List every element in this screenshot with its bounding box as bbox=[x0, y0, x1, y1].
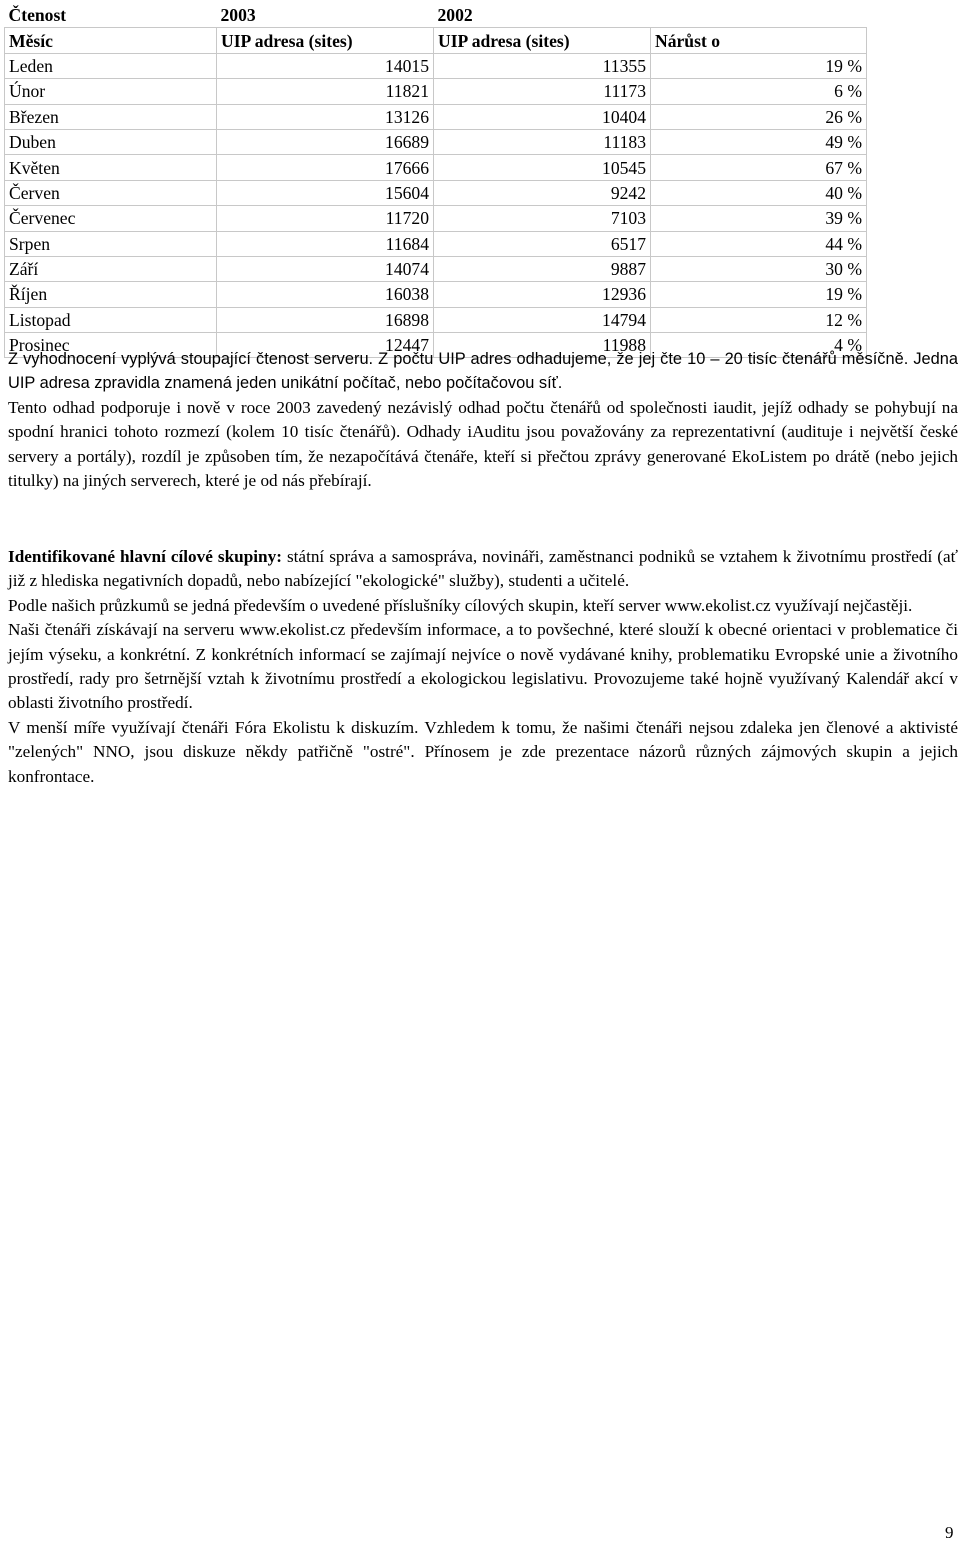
readers-info-text: Naši čtenáři získávají na serveru www.ekolist.cz především informace, a to povšechné, které slouží k obecné orientaci v problematice či jejím výseku, a konkrétní. Z konkrétních informací se zajímají nejvíce o nově vydávané knihy, problematiku Evropské unie a životního prostředí, rady pro šetrnější vztah k životnímu prostředí a ekologickou legislativu. Provozujeme také hojně využívaný Kalendář akcí v oblasti životního prostředí. bbox=[8, 620, 958, 713]
table-cell: Březen bbox=[5, 104, 217, 129]
table-cell: 6517 bbox=[434, 231, 651, 256]
table-cell: 9242 bbox=[434, 180, 651, 205]
table-cell: 44 % bbox=[651, 231, 867, 256]
survey-text: Podle našich průzkumů se jedná především o uvedené příslušníky cílových skupin, kteří server www.ekolist.cz využívají nejčastěji. bbox=[8, 595, 913, 615]
readership-table bbox=[4, 3, 867, 358]
table-cell: 10404 bbox=[434, 104, 651, 129]
evaluation-paragraph bbox=[8, 347, 958, 493]
table-row bbox=[5, 231, 867, 256]
table-cell: 26 % bbox=[651, 104, 867, 129]
table-cell: 12447 bbox=[217, 333, 434, 358]
table-cell: 11821 bbox=[217, 79, 434, 104]
table-title-row bbox=[5, 3, 867, 28]
table-cell: 6 % bbox=[651, 79, 867, 104]
table-cell: 12936 bbox=[434, 282, 651, 307]
evaluation-text: Z vyhodnocení vyplývá stoupající čtenost serveru. Z počtu UIP adres odhadujeme, že jej čte 10 – 20 tisíc čtenářů měsíčně. Jedna UIP adresa zpravidla znamená jeden unikátní počítač, nebo počítačovou síť. bbox=[8, 350, 958, 393]
table-cell: Říjen bbox=[5, 282, 217, 307]
table-cell: 40 % bbox=[651, 180, 867, 205]
forum-text: V menší míře využívají čtenáři Fóra Ekolistu k diskuzím. Vzhledem k tomu, že našimi čtenáři nejsou zdaleka jen členové a aktivisté "zelených" NNO, jsou diskuze někdy patřičně "ostré". Přínosem je zde prezentace názorů různých zájmových skupin a jejich konfrontace. bbox=[8, 717, 958, 786]
table-cell: 2002 bbox=[437, 5, 473, 26]
table-row bbox=[5, 79, 867, 104]
table-cell: 30 % bbox=[651, 256, 867, 281]
table-cell: Leden bbox=[5, 53, 217, 78]
table-cell: 16898 bbox=[217, 307, 434, 332]
table-cell: 19 % bbox=[651, 282, 867, 307]
table-cell: 2003 bbox=[220, 5, 256, 26]
table-row bbox=[5, 53, 867, 78]
table-cell: 49 % bbox=[651, 129, 867, 154]
table-row bbox=[5, 307, 867, 332]
table-cell: 16038 bbox=[217, 282, 434, 307]
table-cell: Srpen bbox=[5, 231, 217, 256]
table-cell: 11355 bbox=[434, 53, 651, 78]
table-cell: Květen bbox=[5, 155, 217, 180]
table-cell: Červenec bbox=[5, 206, 217, 231]
table-cell: 14794 bbox=[434, 307, 651, 332]
table-cell: 39 % bbox=[651, 206, 867, 231]
table-cell: Únor bbox=[5, 79, 217, 104]
table-cell: 67 % bbox=[651, 155, 867, 180]
table-cell: 15604 bbox=[217, 180, 434, 205]
table-cell: Červen bbox=[5, 180, 217, 205]
table-cell: Září bbox=[5, 256, 217, 281]
table-header-row bbox=[5, 28, 867, 53]
table-cell: 11988 bbox=[434, 333, 651, 358]
table-cell: 19 % bbox=[651, 53, 867, 78]
iaudit-text-2: Odhady iAuditu jsou považovány za reprezentativní (audituje i největší české servery a portály), rozdíl je způsoben tím, že nezapočítává čtenáře, kteří si přečtou zprávy generované EkoListem po drátě (nebo jejich titulky) na jiných serverech, které je od nás přebírají. bbox=[8, 422, 958, 491]
table-row bbox=[5, 256, 867, 281]
table-cell: 11720 bbox=[217, 206, 434, 231]
iaudit-text: Tento odhad podporuje i nově v roce 2003 zavedený nezávislý odhad počtu čtenářů od společnosti iaudit, jejíž odhady se pohybují na spodní hranici tohoto rozmezí (kolem 10 tisíc čtenářů). bbox=[8, 397, 958, 442]
table-row bbox=[5, 206, 867, 231]
target-groups-text: státní správa a samospráva, novináři, zaměstnanci podniků se vztahem k životnímu prostředí (ať již z hlediska negativních dopadů, nebo nabízející "ekologické" služby), studenti a učitelé. bbox=[8, 547, 958, 591]
table-cell: Měsíc bbox=[5, 28, 217, 53]
table-cell: 16689 bbox=[217, 129, 434, 154]
table-row bbox=[5, 129, 867, 154]
table-cell: 11684 bbox=[217, 231, 434, 256]
table-cell: 14015 bbox=[217, 53, 434, 78]
table-cell: Listopad bbox=[5, 307, 217, 332]
table-cell: Prosinec bbox=[5, 333, 217, 358]
table-cell: Čtenost bbox=[8, 5, 67, 26]
table-cell: 14074 bbox=[217, 256, 434, 281]
table-cell: 10545 bbox=[434, 155, 651, 180]
table-cell: Duben bbox=[5, 129, 217, 154]
table-row bbox=[5, 104, 867, 129]
page-number: 9 bbox=[945, 1523, 954, 1542]
table-row bbox=[5, 180, 867, 205]
target-groups-heading: Identifikované hlavní cílové skupiny: bbox=[8, 547, 282, 566]
table-cell: 12 % bbox=[651, 307, 867, 332]
table-cell: UIP adresa (sites) bbox=[217, 28, 434, 53]
table-row bbox=[5, 155, 867, 180]
table-cell: 13126 bbox=[217, 104, 434, 129]
target-groups-section bbox=[8, 545, 958, 789]
table-cell: Nárůst o bbox=[651, 28, 867, 53]
table-cell bbox=[651, 3, 867, 28]
table-cell: 4 % bbox=[651, 333, 867, 358]
table-cell: 7103 bbox=[434, 206, 651, 231]
table-cell: 9887 bbox=[434, 256, 651, 281]
table-row bbox=[5, 282, 867, 307]
table-cell: 11173 bbox=[434, 79, 651, 104]
table-cell: 17666 bbox=[217, 155, 434, 180]
table-cell: 11183 bbox=[434, 129, 651, 154]
table-cell: UIP adresa (sites) bbox=[434, 28, 651, 53]
